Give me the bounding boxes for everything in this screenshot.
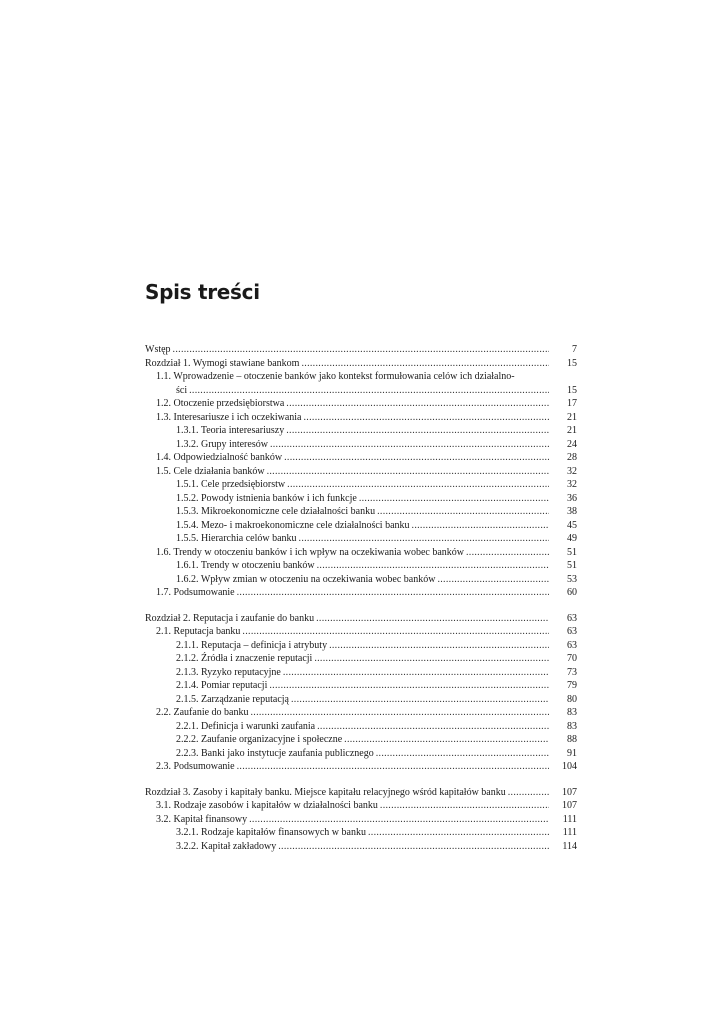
- toc-entry-label: 2.2.3. Banki jako instytucje zaufania publicznego: [176, 747, 374, 759]
- toc-entry[interactable]: [145, 546, 577, 560]
- toc-entry-label: 1.5.5. Hierarchia celów banku: [176, 533, 297, 544]
- toc-entry-page: 80: [567, 693, 577, 705]
- dot-leader: [286, 397, 549, 411]
- toc-entry-page: 60: [567, 587, 577, 598]
- toc-entry-label: 1.2. Otoczenie przedsiębiorstwa: [156, 398, 285, 409]
- toc-entry-label: 1.7. Podsumowanie: [156, 587, 235, 598]
- toc-entry-label: 3.2.2. Kapitał zakładowy: [176, 840, 277, 852]
- toc-entry-label: 1.3.2. Grupy interesów: [176, 438, 268, 450]
- toc-entry-page: 70: [567, 653, 577, 664]
- toc-entry-label: 2.1.2. Źródła i znaczenie reputacji: [176, 653, 313, 664]
- toc-entry-label: 2.1.4. Pomiar reputacji: [176, 680, 268, 691]
- toc-entry-label: 2.1. Reputacja banku: [156, 626, 241, 637]
- dot-leader: [377, 505, 549, 519]
- toc-entry-label: 1.1. Wprowadzenie – otoczenie banków jako kontekst formułowania celów ich działalno-: [156, 371, 515, 382]
- toc-entry[interactable]: [145, 693, 577, 707]
- toc-entry-label: 1.5.4. Mezo- i makroekonomiczne cele działalności banku: [176, 519, 410, 531]
- dot-leader: [359, 492, 549, 506]
- toc-entry[interactable]: [145, 666, 577, 680]
- toc-entry-page: 38: [567, 506, 577, 517]
- dot-leader: [301, 357, 549, 371]
- toc-entry-label: 1.6.2. Wpływ zmian w otoczeniu na oczekiwania wobec banków: [176, 573, 436, 585]
- toc-entry-label: 1.3.1. Teoria interesariuszy: [176, 425, 285, 436]
- toc-entry-page: 63: [567, 626, 577, 637]
- toc-entry[interactable]: [145, 357, 577, 371]
- toc-entry[interactable]: [145, 438, 577, 452]
- table-of-contents: [145, 343, 577, 853]
- dot-leader: [189, 384, 549, 398]
- toc-entry-page: 15: [567, 384, 577, 396]
- toc-entry-label: ści: [176, 384, 188, 396]
- toc-entry[interactable]: [145, 733, 577, 747]
- dot-leader: [508, 786, 549, 800]
- toc-entry[interactable]: [145, 625, 577, 639]
- toc-entry-label: Rozdział 3. Zasoby i kapitały banku. Miejsce kapitału relacyjnego wśród kapitałów banku: [145, 786, 506, 798]
- toc-entry-label: 1.5. Cele działania banków: [156, 465, 265, 477]
- toc-entry-page: 107: [562, 800, 577, 811]
- toc-entry[interactable]: [145, 706, 577, 720]
- toc-entry-label: 2.1.1. Reputacja – definicja i atrybuty: [176, 639, 328, 651]
- toc-entry-label: Rozdział 1. Wymogi stawiane bankom: [145, 357, 300, 369]
- dot-leader: [344, 733, 549, 747]
- toc-entry-page: 21: [567, 425, 577, 436]
- toc-entry-page: 24: [567, 438, 577, 450]
- dot-leader: [304, 411, 550, 425]
- toc-entry-label: 3.2. Kapitał finansowy: [156, 813, 248, 825]
- toc-entry[interactable]: [145, 532, 577, 546]
- dot-leader: [237, 760, 549, 774]
- toc-entry-page: 91: [567, 747, 577, 759]
- dot-leader: [376, 747, 549, 761]
- dot-leader: [250, 706, 549, 720]
- dot-leader: [269, 679, 549, 693]
- toc-entry-label: 1.3. Interesariusze i ich oczekiwania: [156, 411, 302, 423]
- toc-entry[interactable]: [145, 612, 577, 626]
- page-title: Spis treści: [145, 280, 260, 304]
- toc-entry[interactable]: [145, 559, 577, 573]
- dot-leader: [286, 424, 549, 438]
- toc-entry-page: 111: [562, 827, 577, 838]
- toc-entry[interactable]: [145, 451, 577, 465]
- dot-leader: [380, 799, 549, 813]
- toc-entry-label: 1.6. Trendy w otoczeniu banków i ich wpływ na oczekiwania wobec banków: [156, 546, 464, 558]
- toc-entry-page: 111: [562, 813, 577, 825]
- dot-leader: [173, 343, 549, 357]
- toc-entry-label: Wstęp: [145, 344, 171, 355]
- dot-leader: [466, 546, 549, 560]
- dot-leader: [329, 639, 549, 653]
- toc-entry-label: 1.4. Odpowiedzialność banków: [156, 452, 283, 463]
- toc-entry-label: Rozdział 2. Reputacja i zaufanie do banku: [145, 612, 315, 624]
- toc-entry-label: 3.1. Rodzaje zasobów i kapitałów w działalności banku: [156, 800, 378, 811]
- toc-entry[interactable]: [145, 573, 577, 587]
- toc-entry[interactable]: [145, 652, 577, 666]
- toc-entry[interactable]: [145, 720, 577, 734]
- dot-leader: [317, 559, 549, 573]
- toc-entry-label: 1.6.1. Trendy w otoczeniu banków: [176, 560, 315, 571]
- toc-entry[interactable]: [145, 411, 577, 425]
- dot-leader: [237, 586, 549, 600]
- toc-entry[interactable]: [145, 424, 577, 438]
- toc-entry-page: 51: [567, 546, 577, 558]
- dot-leader: [267, 465, 549, 479]
- toc-entry-page: 53: [567, 573, 577, 585]
- section-gap: [145, 774, 577, 786]
- toc-entry-page: 63: [567, 639, 577, 651]
- toc-entry[interactable]: [145, 397, 577, 411]
- toc-entry-page: 104: [562, 761, 577, 772]
- toc-entry[interactable]: [145, 840, 577, 854]
- toc-entry[interactable]: [145, 519, 577, 533]
- toc-entry[interactable]: [145, 465, 577, 479]
- dot-leader: [317, 720, 549, 734]
- dot-leader: [412, 519, 549, 533]
- toc-entry-label: 2.1.5. Zarządzanie reputacją: [176, 693, 289, 705]
- toc-entry-page: 83: [567, 720, 577, 732]
- toc-entry[interactable]: [145, 799, 577, 813]
- dot-leader: [270, 438, 549, 452]
- toc-entry-page: 79: [567, 680, 577, 691]
- toc-entry-page: 88: [567, 734, 577, 745]
- toc-entry[interactable]: [145, 813, 577, 827]
- dot-leader: [278, 840, 549, 854]
- dot-leader: [287, 478, 549, 492]
- toc-entry-page: 32: [567, 479, 577, 490]
- toc-entry-page: 15: [567, 357, 577, 369]
- toc-entry[interactable]: [145, 492, 577, 506]
- toc-entry-page: 73: [567, 666, 577, 678]
- toc-entry[interactable]: [145, 586, 577, 600]
- dot-leader: [437, 573, 549, 587]
- toc-entry-label: 2.2. Zaufanie do banku: [156, 707, 249, 718]
- dot-leader: [291, 693, 549, 707]
- toc-entry-page: 114: [562, 840, 577, 852]
- toc-entry-label: 2.2.2. Zaufanie organizacyjne i społeczne: [176, 734, 343, 745]
- toc-entry-label: 2.2.1. Definicja i warunki zaufania: [176, 720, 316, 732]
- toc-entry[interactable]: [145, 826, 577, 840]
- toc-entry-page: 36: [567, 492, 577, 504]
- toc-entry[interactable]: [145, 478, 577, 492]
- toc-entry-page: 83: [567, 707, 577, 718]
- toc-entry[interactable]: [145, 760, 577, 774]
- toc-entry-page: 7: [572, 344, 577, 355]
- toc-entry[interactable]: [145, 384, 577, 398]
- toc-entry-page: 17: [567, 398, 577, 409]
- toc-entry[interactable]: [145, 786, 577, 800]
- toc-entry-label: 3.2.1. Rodzaje kapitałów finansowych w banku: [176, 827, 366, 838]
- toc-entry-page: 45: [567, 519, 577, 531]
- toc-entry[interactable]: [145, 370, 577, 384]
- dot-leader: [284, 451, 549, 465]
- toc-entry[interactable]: [145, 639, 577, 653]
- section-gap: [145, 600, 577, 612]
- toc-entry[interactable]: [145, 747, 577, 761]
- toc-entry-page: 28: [567, 452, 577, 463]
- dot-leader: [283, 666, 549, 680]
- dot-leader: [368, 826, 549, 840]
- toc-entry-label: 2.1.3. Ryzyko reputacyjne: [176, 666, 281, 678]
- dot-leader: [242, 625, 549, 639]
- toc-entry-page: 32: [567, 465, 577, 477]
- toc-entry-label: 1.5.2. Powody istnienia banków i ich funkcje: [176, 492, 357, 504]
- toc-entry[interactable]: [145, 505, 577, 519]
- toc-entry[interactable]: [145, 679, 577, 693]
- toc-entry-page: 51: [567, 560, 577, 571]
- dot-leader: [316, 612, 549, 626]
- toc-entry-page: 49: [567, 533, 577, 544]
- dot-leader: [249, 813, 549, 827]
- toc-entry-label: 1.5.1. Cele przedsiębiorstw: [176, 479, 286, 490]
- toc-entry-page: 107: [562, 786, 577, 798]
- toc-entry[interactable]: [145, 343, 577, 357]
- toc-entry-page: 21: [567, 411, 577, 423]
- dot-leader: [314, 652, 549, 666]
- toc-entry-label: 1.5.3. Mikroekonomiczne cele działalności banku: [176, 506, 376, 517]
- toc-entry-page: 63: [567, 612, 577, 624]
- dot-leader: [299, 532, 549, 546]
- toc-entry-label: 2.3. Podsumowanie: [156, 761, 235, 772]
